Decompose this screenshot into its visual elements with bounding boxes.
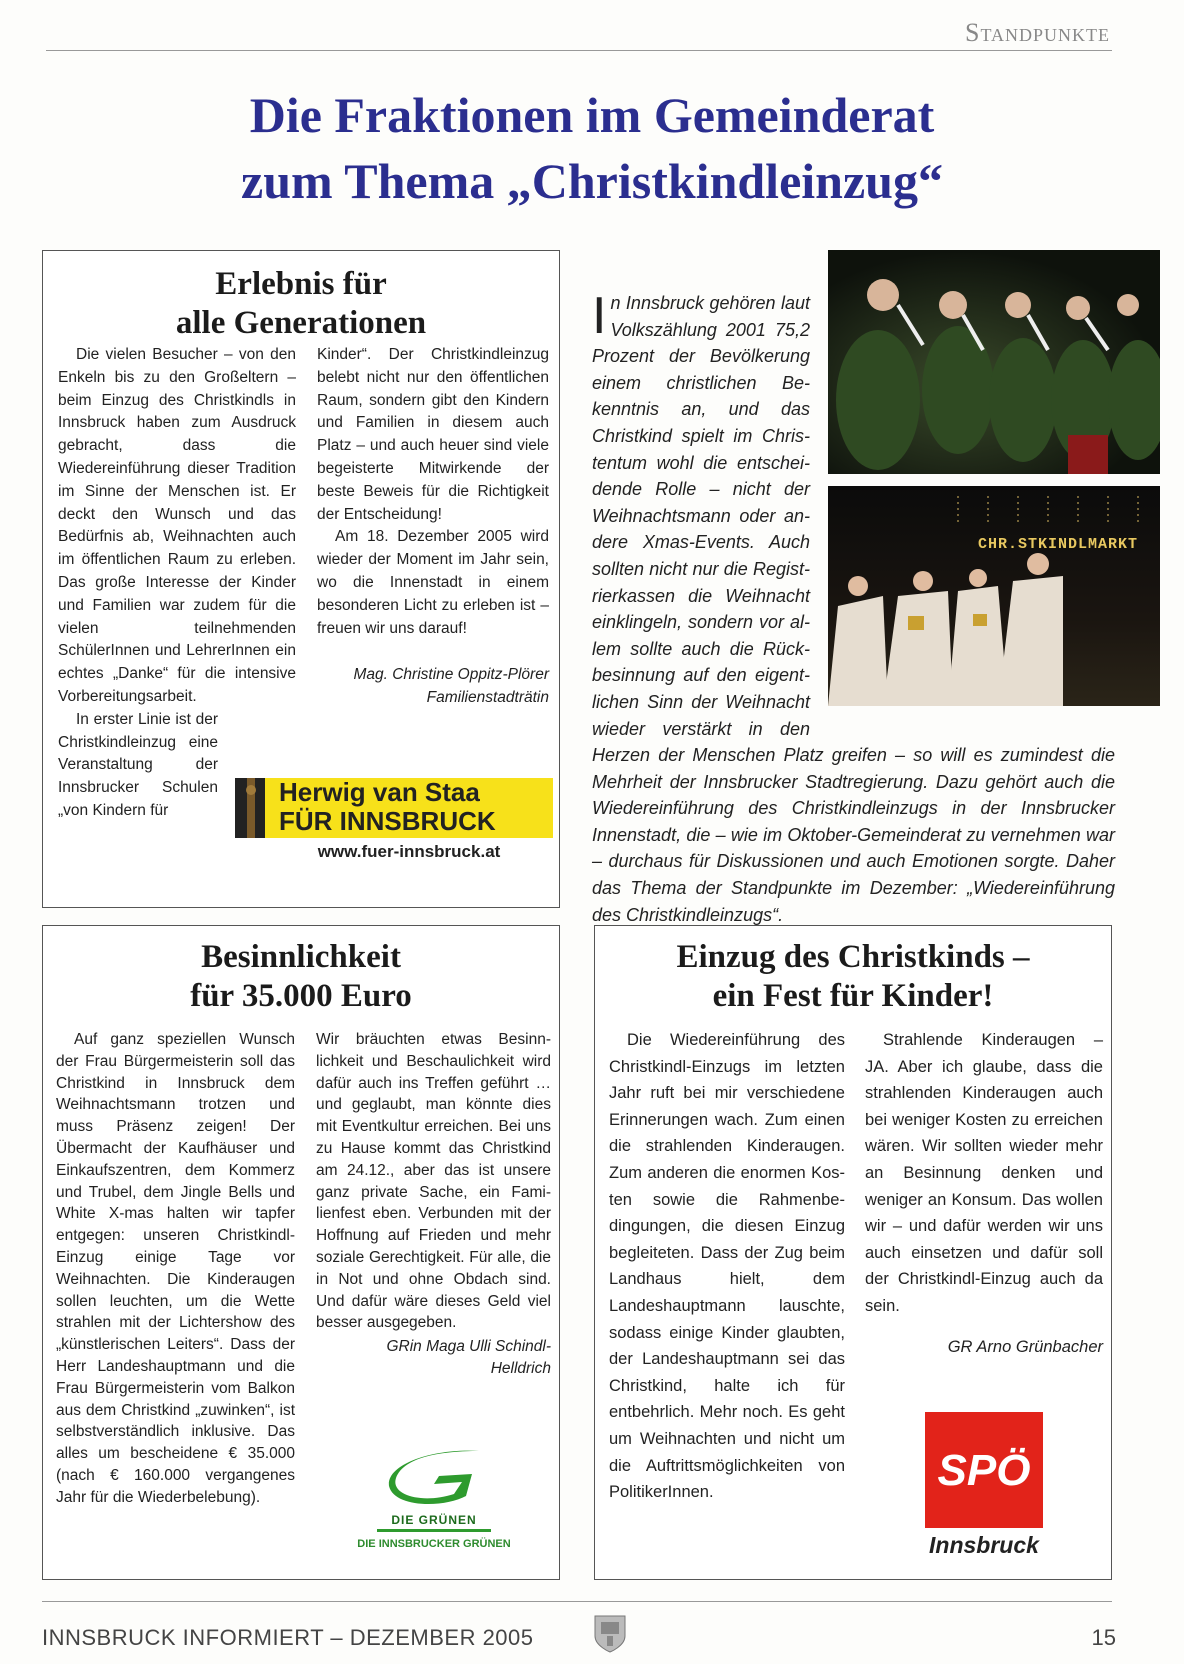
gruene-logo bbox=[343, 1446, 525, 1550]
footer-publication: INNSBRUCK INFORMIERT – DEZEMBER 2005 bbox=[42, 1625, 534, 1650]
ad-herwig-van-staa bbox=[235, 778, 553, 868]
header-rule bbox=[46, 50, 1112, 51]
article-box-spoe bbox=[594, 925, 1112, 1580]
article-column-2 bbox=[316, 1029, 551, 1380]
page-number: 15 bbox=[1091, 1625, 1116, 1650]
signature-name-cont: Helldrich bbox=[490, 1359, 551, 1377]
heading-line2: für 35.000 Euro bbox=[190, 978, 412, 1014]
article-column-2 bbox=[317, 344, 549, 710]
page-title bbox=[0, 82, 1184, 214]
photo-spacer bbox=[810, 290, 1115, 718]
gruene-g-icon bbox=[384, 1446, 484, 1506]
signature-name: GR Arno Grünbacher bbox=[947, 1337, 1103, 1356]
ad-banner bbox=[265, 778, 553, 838]
heading-line1: Erlebnis für bbox=[215, 266, 387, 302]
paragraph: Auf ganz speziellen Wunsch der Frau Bürgermeisterin soll das Christkind in Innsbruck dem Weihnachtsmann trotzen und muss Präsenz zeigen! Der Übermacht der Kaufhäuser und Einkaufszentren, dem Kommerz und Trubel, dem Jingle Bells und White X-mas halten wir tapfer entgegen: unseren Christkindl-Einzug einige Tage vor Weihnachten. Die Kinderaugen sollen leuchten, um die Wette strahlen mit der Lichtershow des „künstlerischen Leiters“. Dass der Herr Landeshauptmann und die Frau Bürgermeisterin vom Balkon aus dem Christkind „zuwinken“, ist selbstverständlich inklusive. Das alles um bescheidene € 35.000 (nach € 160.000 vergangenes Jahr für die Wiederbelebung). bbox=[56, 1031, 295, 1506]
spoe-logo-sub: Innsbruck bbox=[929, 1532, 1039, 1558]
paragraph: Die vielen Besucher – von den Enkeln bis zu den Großeltern – beim Einzug des Christkindls in Innsbruck haben zum Ausdruck gebracht, dass die Wiedereinführung dieser Tradition im Sinne der Menschen ist. Er deckt den Wunsch und das Bedürfnis ab, Weihnachten auch im öffentlichen Raum zu erleben. Das große Interesse der Kinder und Familien war zudem für die vielen teilnehmenden SchülerInnen und LehrerInnen ein echtes „Danke“ für die intensive Vorbereitungsarbeit. bbox=[58, 346, 296, 705]
intro-text bbox=[592, 287, 1115, 928]
article-column-2 bbox=[865, 1027, 1103, 1360]
market-sign-text: CHR.STKINDLMARKT bbox=[978, 536, 1139, 553]
ad-line2: FÜR INNSBRUCK bbox=[279, 806, 496, 836]
page-title-line2: zum Thema „Christkindleinzug“ bbox=[241, 153, 943, 209]
signature-name: GRin Maga Ulli Schindl- bbox=[386, 1338, 551, 1356]
gruene-logo-sub: DIE INNSBRUCKER GRÜNEN bbox=[357, 1538, 511, 1550]
ad-line1: Herwig van Staa bbox=[279, 777, 480, 807]
dropcap: I bbox=[592, 287, 607, 345]
silhouette-icon bbox=[235, 778, 265, 838]
ad-url-link[interactable]: www.fuer-innsbruck.at bbox=[317, 842, 501, 861]
intro-paragraph: n Innsbruck gehören laut Volkszählung 2001 75,2 Prozent der Bevölkerung einem christlichen Bekenntnis an, und das Christkind spielt im Christentum wohl die entscheidende Rolle – nicht der Weihnachtsmann oder andere Xmas-Events. Auch sollten nicht nur die Registrierkassen die Weihnacht einklingeln, sondern vor allem sollte auch die Rückbesinnung auf den eigentlichen Sinn der Weihnacht wieder verstärkt in den Herzen der Menschen Platz greifen – so will es zumindest die Mehrheit der Innsbrucker Stadtregierung. Dazu gehört auch die Wiedereinführung des Christkindleinzugs in der Innsbrucker Innenstadt, die – wie im Oktober-Gemeinderat zu vernehmen war – durchaus für Diskussionen und auch Emotionen sorgte. Daher das Thema der Standpunkte im Dezember: „Wiedereinführung des Christkindleinzugs“. bbox=[592, 293, 1115, 925]
page-title-line1: Die Fraktionen im Gemeinderat bbox=[249, 87, 935, 143]
article-column-1 bbox=[56, 1029, 295, 1509]
article-box-gruene bbox=[42, 925, 560, 1580]
heading-line1: Einzug des Christkinds – bbox=[676, 939, 1030, 975]
article-column-1 bbox=[609, 1027, 845, 1506]
section-label: Standpunkte bbox=[964, 18, 1110, 47]
paragraph: Wir bräuchten etwas Besinnlichkeit und Beschaulichkeit wird dafür auch ins Treffen geführt … und geglaubt, man könnte dies mit Eventkultur erreichen. Bei uns zu Hause kommt das Christkind am 24.12., aber das ist unsere ganz private Sache, ein Familienfest eben. Verbunden mit der Hoffnung auf Frieden und mehr soziale Gerechtigkeit. Für alle, die in Not und ohne Obdach sind. Und dafür wäre dieses Geld viel besser ausgegeben. bbox=[316, 1031, 551, 1332]
article-heading bbox=[43, 938, 559, 1016]
gruene-logo-name: DIE GRÜNEN bbox=[377, 1513, 490, 1532]
paragraph: In erster Linie ist der Christkindleinzug eine Veranstaltung der Innsbrucker Schulen „von Kindern für bbox=[58, 710, 218, 819]
article-column-1 bbox=[58, 344, 296, 823]
signature-role: Familienstadträtin bbox=[426, 689, 549, 707]
footer-rule bbox=[42, 1601, 1112, 1602]
heading-line1: Besinnlichkeit bbox=[201, 939, 401, 975]
paragraph: Die Wiedereinführung des Christkindl-Einzugs im letzten Jahr ruft bei mir verschiedene Erinnerungen wach. Zum einen die strahlenden Kinderaugen. Zum anderen die enormen Kosten sowie die Rahmenbedingungen, die diesen Einzug begleiteten. Dass der Zug beim Landhaus hielt, dem Landeshauptmann lauschte, sodass einige Kinder glaubten, der Landeshauptmann sei das Christkind, halte ich für entbehrlich. Mehr noch. Es geht um Weihnachten und nicht um die Auftrittsmöglichkeiten von PolitikerInnen. bbox=[609, 1031, 845, 1502]
article-box-oevp bbox=[42, 250, 560, 908]
article-heading bbox=[595, 938, 1111, 1016]
heading-line2: alle Generationen bbox=[175, 305, 427, 341]
paragraph: Am 18. Dezember 2005 wird wieder der Moment im Jahr sein, wo die Innenstadt in einem besonderen Licht zu erleben ist – freuen wir uns darauf! bbox=[317, 528, 549, 637]
city-crest-icon bbox=[593, 1612, 627, 1654]
paragraph: Strahlende Kinderaugen – JA. Aber ich glaube, dass die strahlenden Kinderaugen auch bei weniger Kosten zu erreichen wären. Wir sollten wieder mehr an Besinnung denken und weniger an Konsum. Das wollen wir – und dafür werden wir uns auch einsetzen und dafür soll der Christkindl-Einzug auch da sein. bbox=[865, 1031, 1103, 1315]
spoe-logo bbox=[925, 1412, 1043, 1528]
spoe-logo-text: SPÖ bbox=[937, 1446, 1031, 1495]
signature-name: Mag. Christine Oppitz-Plörer bbox=[353, 666, 549, 684]
heading-line2: ein Fest für Kinder! bbox=[712, 978, 994, 1014]
article-heading bbox=[43, 265, 559, 343]
paragraph: Kinder“. Der Christkindleinzug belebt nicht nur den öffentlichen Raum, sondern gibt den Kindern und Familien in diesem auch Platz – und auch heuer sind viele begeisterte Mitwirkende der beste Beweis für die Richtigkeit der Entscheidung! bbox=[317, 346, 549, 523]
